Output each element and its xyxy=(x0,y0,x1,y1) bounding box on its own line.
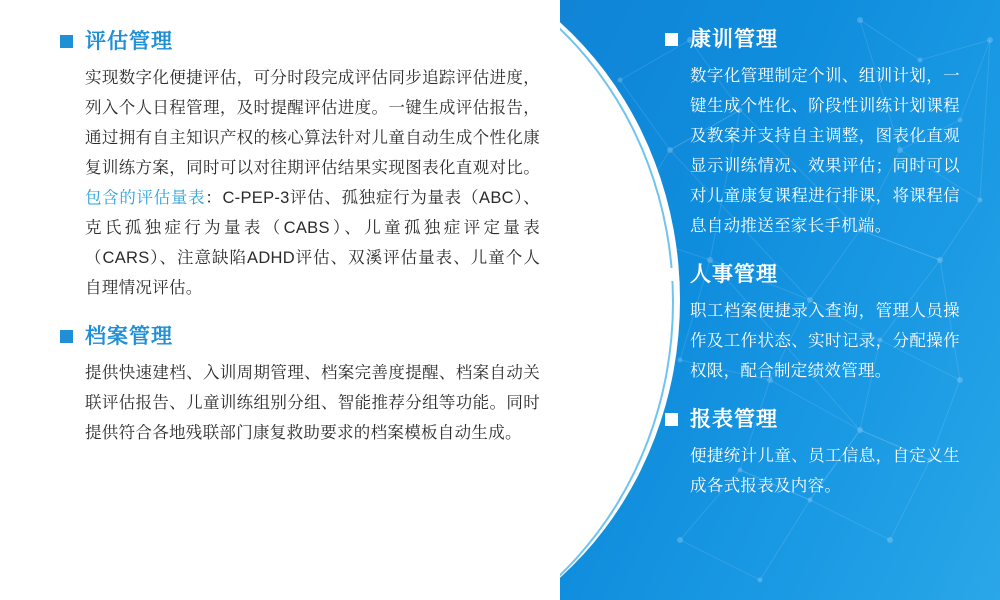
section-title: 康训管理 xyxy=(690,28,778,51)
section-body xyxy=(85,63,540,303)
section-body xyxy=(690,441,960,501)
section-header xyxy=(60,30,540,53)
square-bullet-icon xyxy=(665,268,678,281)
square-bullet-icon xyxy=(665,33,678,46)
section-header xyxy=(665,28,960,51)
section-title: 档案管理 xyxy=(85,325,173,349)
blue-panel xyxy=(560,0,1000,600)
section-body xyxy=(690,61,960,241)
section-title: 报表管理 xyxy=(690,408,778,432)
section-paragraph: 职工档案便捷录入查询，管理人员操作及工作状态、实时记录，分配操作权限，配合制定绩效管理。 xyxy=(690,302,960,381)
section-title: 评估管理 xyxy=(85,30,173,53)
section-paragraph: 提供快速建档、入训周期管理、档案完善度提醒、档案自动关联评估报告、儿童训练组别分组、智能推荐分组等功能。同时提供符合各地残联部门康复救助要求的档案模板自动生成。 xyxy=(85,364,540,443)
section-header xyxy=(665,263,960,286)
section-header xyxy=(60,325,540,348)
right-content-column xyxy=(560,0,1000,600)
section-kangxun-guanli xyxy=(665,28,960,241)
section-pinggu-guanli xyxy=(60,30,540,303)
section-body xyxy=(85,358,540,448)
square-bullet-icon xyxy=(665,413,678,426)
section-paragraph-highlight: 包含的评估量表 xyxy=(85,189,206,208)
section-paragraph xyxy=(85,63,540,303)
section-paragraph: 便捷统计儿童、员工信息，自定义生成各式报表及内容。 xyxy=(690,447,960,496)
section-title: 人事管理 xyxy=(690,263,778,287)
square-bullet-icon xyxy=(60,330,73,343)
square-bullet-icon xyxy=(60,35,73,48)
section-paragraph: 数字化管理制定个训、组训计划，一键生成个性化、阶段性训练计划课程及教案并支持自主调整，图表化直观显示训练情况、效果评估；同时可以对儿童康复课程进行排课，将课程信息自动推送至家长手机端。 xyxy=(690,67,960,236)
section-dangan-guanli xyxy=(60,325,540,448)
section-baobiao-guanli xyxy=(665,408,960,501)
section-paragraph-lead: 实现数字化便捷评估，可分时段完成评估同步追踪评估进度，列入个人日程管理，及时提醒评估进度。一键生成评估报告，通过拥有自主知识产权的核心算法针对儿童自动生成个性化康复训练方案，同时可以对往期评估结果实现图表化直观对比。 xyxy=(85,69,540,178)
section-renshi-guanli xyxy=(665,263,960,386)
section-paragraph-tail: ：C-PEP-3评估、孤独症行为量表（ABC）、克氏孤独症行为量表（CABS）、儿童孤独症评定量表（CARS）、注意缺陷ADHD评估、双溪评估量表、儿童个人自理情况评估。 xyxy=(85,189,540,298)
section-body xyxy=(690,296,960,386)
section-header xyxy=(665,408,960,431)
